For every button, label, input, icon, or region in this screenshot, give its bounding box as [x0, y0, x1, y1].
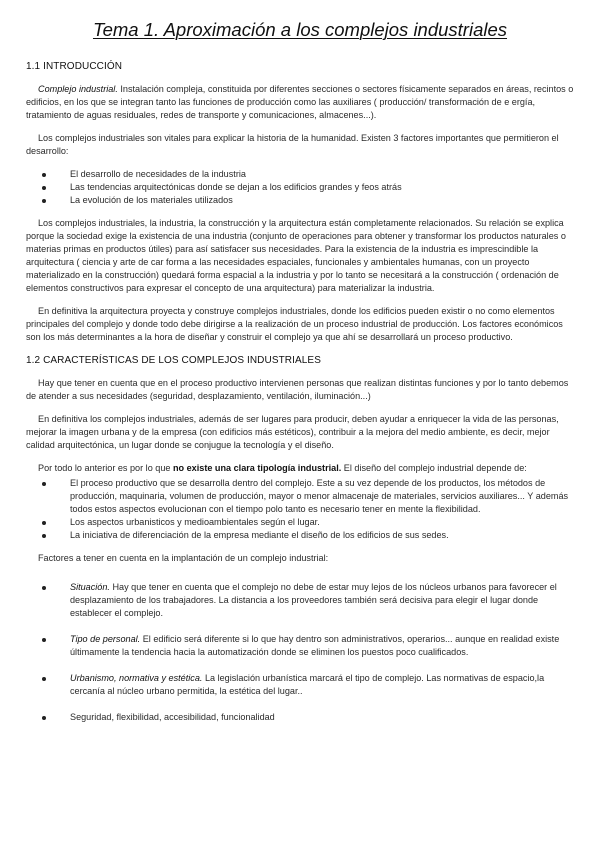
paragraph-tipologia [26, 462, 574, 475]
list-item: El desarrollo de necesidades de la industria [26, 168, 574, 181]
list-item [26, 581, 574, 620]
section-heading-introduccion: 1.1 INTRODUCCIÓN [26, 61, 123, 72]
list-item: La evolución de los materiales utilizados [26, 194, 574, 207]
factor-text: Hay que tener en cuenta que el complejo no debe de estar muy lejos de los núcleos urbanos para favorecer el desplazamiento de los trabajadores. La distancia a los proveedores también será decisiva para elegir el lugar donde establecer el complejo. [70, 582, 557, 618]
factor-text: Seguridad, flexibilidad, accesibilidad, funcionalidad [70, 712, 275, 722]
paragraph-definition [26, 83, 574, 122]
factor-text: El edificio será diferente si lo que hay dentro son administrativos, operarios... aunque en realidad existe últimamente la tendencia hacia la automatización donde se eliminen los puestos poco cualificados. [70, 634, 560, 657]
factor-term: Urbanismo, normativa y estética. [70, 673, 203, 683]
tipologia-bold: no existe una clara tipología industrial. [172, 463, 342, 473]
list-item: La iniciativa de diferenciación de la empresa mediante el diseño de los edificios de sus sedes. [26, 529, 574, 542]
paragraph-enriquecer: En definitiva los complejos industriales, además de ser lugares para producir, deben ayudar a enriquecer la vida de las personas, mejorar la imagen urbana y de la empresa (con edificios más estéticos), contribuir a la mejora del medio ambiente, es decir, mejor calidad arquitectónica, un lugar donde se conjugue la tecnología y el diseño. [26, 414, 559, 450]
list-item: Los aspectos urbanisticos y medioambientales según el lugar. [26, 516, 574, 529]
implantation-factors-list [26, 581, 574, 724]
list-item: El proceso productivo que se desarrolla dentro del complejo. Este a su vez depende de los productos, los métodos de producción, maquinaria, volumen de producción, mayor o menor almacenaje de materiales, servicios auxiliares... Y además todos estos aspectos evolucionan con el tiempo polo tanto es necesario tener en mente la flexibilidad. [26, 477, 574, 516]
design-dependencies-list [26, 477, 574, 542]
paragraph-factores-intro: Factores a tener en cuenta en la implantación de un complejo industrial: [38, 553, 329, 563]
paragraph-relation: Los complejos industriales, la industria, la construcción y la arquitectura están completamente relacionados. Su relación se explica porque la sociedad exige la existencia de una industria (conjunto de operaciones para obtener y transformar los productos naturales o materias primas en productos útiles) para así satisfacer sus necesidades. Para la existencia de la industria es imprescindible la arquitectura ( ciencia y arte de car forma a las necesidades espaciales, funcionales y ambientales humanas, con un proyecto materializado en la construcción) quedará forma espacial a la industria y por lo tanto se necesitará a la construcción ( ordenación de elementos constructivos para expresar el concepto de una arquitectura) para materializar la industria. [26, 218, 566, 293]
definition-text: Instalación compleja, constituida por diferentes secciones o sectores físicamente separados en áreas, recintos o edificios, en los que se integran tanto las funciones de producción como las auxiliares ( producción/ transformación de e ergía, tratamiento de aguas residuales, redes de transporte y comunicaciones, almacenes...). [26, 84, 574, 120]
factor-text: La legislación urbanística marcará el tipo de complejo. Las normativas de espacio,la cercanía al núcleo urbano permitida, la estética del lugar.. [70, 673, 545, 696]
paragraph-conclusion: En definitiva la arquitectura proyecta y construye complejos industriales, donde los edificios pueden existir o no como elementos principales del complejo y donde todo debe dirigirse a la realización de un proceso industrial de producción. Los factores económicos son los más determinantes a la hora de diseñar y construir el complejo ya que ahí se desarrollará un proceso productivo. [26, 306, 563, 342]
factors-list [26, 168, 574, 207]
list-item [26, 672, 574, 698]
term-complejo-industrial: Complejo industrial. [38, 84, 118, 94]
paragraph-personas: Hay que tener en cuenta que en el proceso productivo intervienen personas que realizan distintas funciones y por lo tanto debemos de atender a sus necesidades (seguridad, desplazamiento, ventilación, iluminación...) [26, 378, 569, 401]
list-item [26, 633, 574, 659]
tipologia-post: El diseño del complejo industrial depende de: [341, 463, 527, 473]
paragraph-importance: Los complejos industriales son vitales para explicar la historia de la humanidad. Existen 3 factores importantes que permitieron el desarrollo: [26, 133, 559, 156]
factor-term: Situación. [70, 582, 110, 592]
document-title: Tema 1. Aproximación a los complejos industriales [92, 19, 508, 40]
tipologia-pre: Por todo lo anterior es por lo que [38, 463, 173, 473]
section-heading-caracteristicas: 1.2 CARACTERÍSTICAS DE LOS COMPLEJOS INDUSTRIALES [26, 355, 321, 366]
factor-term: Tipo de personal. [70, 634, 141, 644]
list-item [26, 711, 574, 724]
list-item: Las tendencias arquitectónicas donde se dejan a los edificios grandes y feos atrás [26, 181, 574, 194]
